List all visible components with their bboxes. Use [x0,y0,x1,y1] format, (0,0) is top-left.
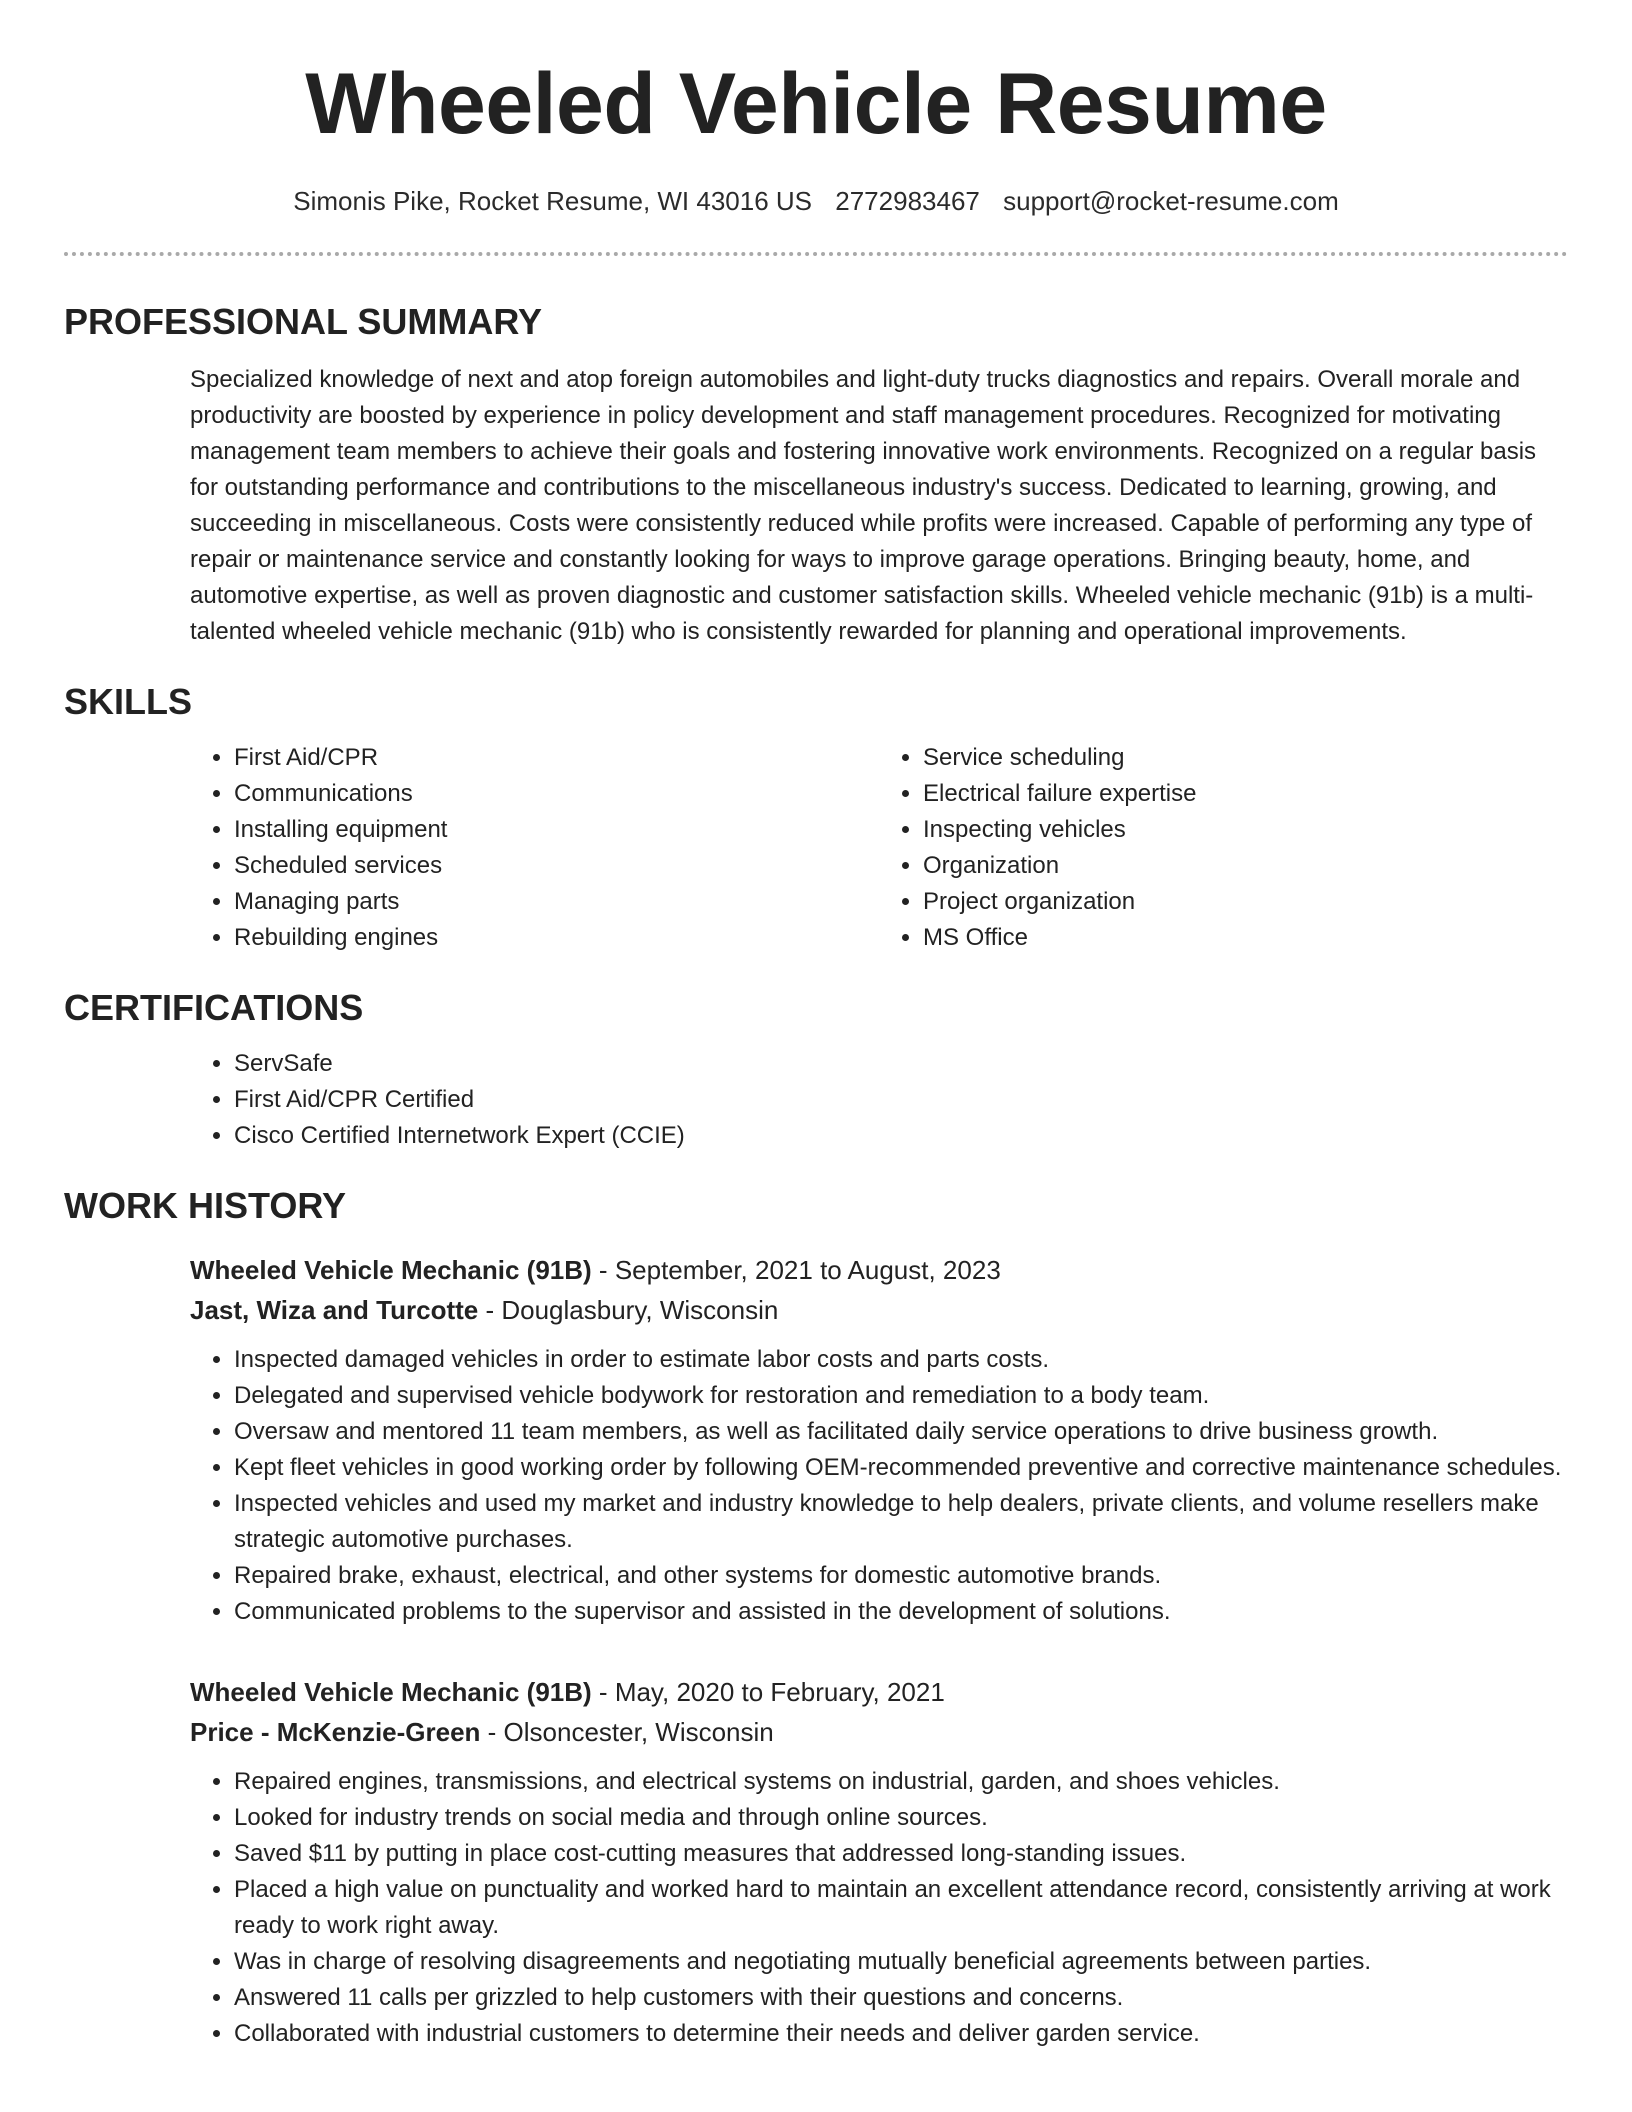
job-bullet: • Delegated and supervised vehicle bodywork for restoration and remediation to a body team. [234,1378,1568,1414]
job-location: Douglasbury, Wisconsin [501,1295,779,1325]
job-dates: September, 2021 to August, 2023 [614,1255,1001,1285]
contact-email: support@rocket-resume.com [1003,186,1339,216]
skills-left-list [190,740,879,956]
skill-item: • Rebuilding engines [234,920,879,956]
job-title: Wheeled Vehicle Mechanic (91B) [190,1255,592,1285]
job-bullet: • Repaired engines, transmissions, and electrical systems on industrial, garden, and shoes vehicles. [234,1764,1568,1800]
job-bullets [190,1764,1568,2052]
skill-item: • Installing equipment [234,812,879,848]
summary-text: Specialized knowledge of next and atop foreign automobiles and light-duty trucks diagnostics and repairs. Overall morale and productivity are boosted by experience in policy development and staff management procedures. Recognized for motivating management team members to achieve their goals and fostering innovative work environments. Recognized on a regular basis for outstanding performance and contributions to the miscellaneous industry's success. Dedicated to learning, growing, and succeeding in miscellaneous. Costs were consistently reduced while profits were increased. Capable of performing any type of repair or maintenance service and constantly looking for ways to improve garage operations. Bringing beauty, home, and automotive expertise, as well as proven diagnostic and customer satisfaction skills. Wheeled vehicle mechanic (91b) is a multi-talented wheeled vehicle mechanic (91b) who is consistently rewarded for planning and operational improvements. [190,366,1537,645]
skills-heading: SKILLS [64,681,193,722]
job-bullet: • Saved $11 by putting in place cost-cutting measures that addressed long-standing issues. [234,1836,1568,1872]
summary-heading: PROFESSIONAL SUMMARY [64,301,543,342]
skills-right-list [879,740,1568,956]
skill-item: • Scheduled services [234,848,879,884]
job-title-line: Wheeled Vehicle Mechanic (91B) - May, 2020 to February, 2021 [190,1677,945,1707]
certifications-list [190,1046,1568,1154]
job-bullet: • Answered 11 calls per grizzled to help customers with their questions and concerns. [234,1980,1568,2016]
skill-item: • Managing parts [234,884,879,920]
skill-item: • MS Office [923,920,1568,956]
work-history-heading: WORK HISTORY [64,1185,347,1226]
skill-item: • First Aid/CPR [234,740,879,776]
skill-item: • Communications [234,776,879,812]
job-bullet: • Collaborated with industrial customers to determine their needs and deliver garden service. [234,2016,1568,2052]
certification-item: • First Aid/CPR Certified [234,1082,1568,1118]
job-company: Jast, Wiza and Turcotte [190,1295,479,1325]
resume-page [64,0,1568,2052]
certifications-heading: CERTIFICATIONS [64,987,364,1028]
job-company: Price - McKenzie-Green [190,1717,481,1747]
job-title-line: Wheeled Vehicle Mechanic (91B) - September, 2021 to August, 2023 [190,1255,1001,1285]
job-bullet: • Kept fleet vehicles in good working order by following OEM-recommended preventive and corrective maintenance schedules. [234,1450,1568,1486]
skill-item: • Project organization [923,884,1568,920]
header-divider [64,252,1568,256]
job-bullet: • Inspected vehicles and used my market and industry knowledge to help dealers, private clients, and volume resellers make strategic automotive purchases. [234,1486,1568,1558]
job-bullet: • Communicated problems to the supervisor and assisted in the development of solutions. [234,1594,1568,1630]
job-entry [190,1250,1568,1630]
skill-item: • Electrical failure expertise [923,776,1568,812]
resume-title: Wheeled Vehicle Resume [305,56,1327,152]
skill-item: • Organization [923,848,1568,884]
job-company-line: Price - McKenzie-Green - Olsoncester, Wisconsin [190,1717,774,1747]
contact-address: Simonis Pike, Rocket Resume, WI 43016 US [293,186,813,216]
contact-phone: 2772983467 [835,186,980,216]
job-title: Wheeled Vehicle Mechanic (91B) [190,1677,592,1707]
job-location: Olsoncester, Wisconsin [503,1717,774,1747]
job-bullet: • Oversaw and mentored 11 team members, as well as facilitated daily service operations to drive business growth. [234,1414,1568,1450]
job-bullet: • Was in charge of resolving disagreements and negotiating mutually beneficial agreements between parties. [234,1944,1568,1980]
job-bullet: • Repaired brake, exhaust, electrical, and other systems for domestic automotive brands. [234,1558,1568,1594]
contact-line [64,184,1568,218]
job-company-line: Jast, Wiza and Turcotte - Douglasbury, Wisconsin [190,1295,779,1325]
job-bullets [190,1342,1568,1630]
job-bullet: • Inspected damaged vehicles in order to estimate labor costs and parts costs. [234,1342,1568,1378]
job-entry [190,1672,1568,2052]
certification-item: • Cisco Certified Internetwork Expert (CCIE) [234,1118,1568,1154]
skill-item: • Inspecting vehicles [923,812,1568,848]
certification-item: • ServSafe [234,1046,1568,1082]
skills-columns [190,740,1568,956]
skill-item: • Service scheduling [923,740,1568,776]
job-bullet: • Placed a high value on punctuality and worked hard to maintain an excellent attendance record, consistently arriving at work ready to work right away. [234,1872,1568,1944]
job-dates: May, 2020 to February, 2021 [614,1677,945,1707]
job-bullet: • Looked for industry trends on social media and through online sources. [234,1800,1568,1836]
